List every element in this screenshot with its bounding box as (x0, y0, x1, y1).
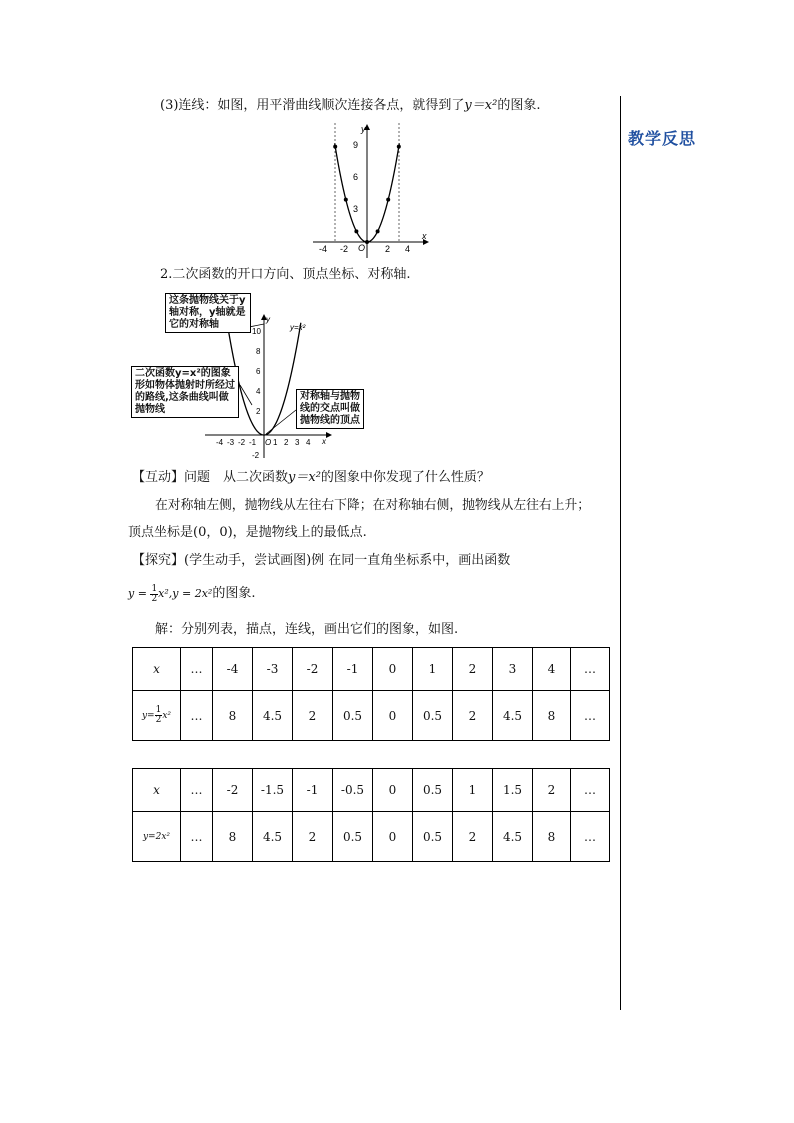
x-tick-1: 1 (273, 438, 278, 447)
x-tick-neg2: -2 (238, 438, 246, 447)
frac-num: 1 (151, 583, 158, 594)
x-tick-neg4: -4 (216, 438, 224, 447)
table-row-label: y=2x² (133, 812, 181, 862)
x-label: x (322, 437, 326, 446)
step3-formula: y＝x² (464, 98, 498, 113)
explore-text (132, 551, 510, 571)
explore-tag: 【探究】 (132, 553, 185, 568)
interaction-tag: 【互动】 (132, 470, 185, 485)
table-half-x-squared (132, 647, 610, 741)
y-tick-3: 3 (353, 204, 359, 214)
x-label: x (422, 231, 427, 241)
pointer-vertex (266, 410, 296, 434)
table-cell: -1 (333, 648, 373, 691)
table-cell: 3 (493, 648, 533, 691)
table-cell: 1.5 (493, 769, 533, 812)
x-tick-3: 3 (295, 438, 300, 447)
question-end: 的图象中你发现了什么性质？ (320, 470, 490, 485)
y-tick-9: 9 (353, 140, 359, 150)
table-cell: 2 (453, 812, 493, 862)
table-cell: 0 (373, 769, 413, 812)
table-cell: 4.5 (253, 812, 293, 862)
table-cell: -0.5 (333, 769, 373, 812)
solution-text: 解：分别列表，描点，连线，画出它们的图象，如图. (155, 622, 459, 637)
step3-prefix: (3)连线：如图，用平滑曲线顺次连接各点，就得到了 (160, 98, 465, 113)
y-label: y (361, 124, 366, 134)
plotted-point (333, 145, 337, 149)
table-cell: 0 (373, 812, 413, 862)
table-cell: -2 (293, 648, 333, 691)
interaction-question (132, 468, 490, 488)
table-cell: 0 (373, 691, 413, 741)
answer-line-1: 在对称轴左侧，抛物线从左往右下降；在对称轴右侧，抛物线从左往右上升； (155, 498, 591, 513)
table-cell: … (181, 812, 213, 862)
table-cell: 0.5 (413, 769, 453, 812)
table-cell: … (571, 691, 610, 741)
question-formula: y＝x² (288, 470, 321, 485)
frac-den: 2 (151, 593, 158, 604)
y-tick-2: 2 (256, 407, 261, 416)
explore-suffix: 的图象. (212, 586, 256, 601)
formula-rest: x²,y = 2x² (158, 587, 213, 600)
x-tick-4: 4 (405, 244, 411, 254)
side-title: 教学反思 (628, 129, 697, 148)
table-cell: 8 (533, 691, 571, 741)
plotted-point (386, 198, 390, 202)
table-cell: … (571, 769, 610, 812)
table-row (133, 648, 610, 691)
table-cell: 2 (453, 648, 493, 691)
table-cell: 1 (413, 648, 453, 691)
table-cell: 4.5 (253, 691, 293, 741)
y-tick-6: 6 (256, 367, 261, 376)
parabola-graph-1 (305, 120, 435, 260)
curve-label: y=x² (290, 323, 306, 332)
table-cell: 8 (533, 812, 571, 862)
y-tick-6: 6 (353, 172, 359, 182)
table-cell: x (133, 648, 181, 691)
table-cell: 0.5 (413, 691, 453, 741)
table-cell: … (571, 812, 610, 862)
table-cell: 0.5 (413, 812, 453, 862)
table-cell: 2 (533, 769, 571, 812)
table-cell: 4.5 (493, 812, 533, 862)
explore-formula (128, 584, 255, 604)
x-tick-neg2: -2 (340, 244, 349, 254)
table-cell: -2 (213, 769, 253, 812)
table-cell: x (133, 769, 181, 812)
x-tick-2: 2 (385, 244, 391, 254)
step3-text (160, 96, 540, 116)
section2-heading: 2.二次函数的开口方向、顶点坐标、对称轴. (160, 267, 411, 282)
table-row (133, 691, 610, 741)
step3-suffix: 的图象. (497, 98, 541, 113)
y-tick-4: 4 (256, 387, 261, 396)
y-tick-neg2: -2 (252, 451, 260, 460)
table-cell: 2 (293, 691, 333, 741)
explore-body: (学生动手，尝试画图)例 在同一直角坐标系中，画出函数 (184, 553, 511, 568)
table-cell: 0.5 (333, 691, 373, 741)
table-two-x-squared (132, 768, 610, 862)
y-tick-8: 8 (256, 347, 261, 356)
table-cell: 4 (533, 648, 571, 691)
x-tick-neg3: -3 (227, 438, 235, 447)
x-tick-neg4: -4 (319, 244, 328, 254)
table-cell: … (181, 648, 213, 691)
annotation-axis-box: 这条抛物线关于y轴对称，y轴就是它的对称轴 (165, 293, 251, 333)
x-tick-origin: O (265, 438, 272, 447)
fraction-half (150, 585, 158, 604)
table-cell: 4.5 (493, 691, 533, 741)
table-cell: … (571, 648, 610, 691)
table-cell: 8 (213, 691, 253, 741)
plotted-point (376, 229, 380, 233)
formula-y: y = (128, 587, 147, 600)
table-cell: 2 (293, 812, 333, 862)
table-row-label: y= $\frac{1}{2}$ x² (133, 691, 181, 741)
table-cell: 2 (453, 691, 493, 741)
annotation-vertex-box: 对称轴与抛物线的交点叫做抛物线的顶点 (296, 389, 364, 429)
plotted-point (365, 240, 369, 244)
table-cell: -4 (213, 648, 253, 691)
plotted-point (354, 229, 358, 233)
answer-line-2: 顶点坐标是(0，0)，是抛物线上的最低点. (128, 525, 367, 540)
question-text: 问题 从二次函数 (184, 470, 289, 485)
table-cell: 1 (453, 769, 493, 812)
annotation-parabola-box: 二次函数y=x²的图象形如物体抛射时所经过的路线,这条曲线叫做抛物线 (131, 366, 239, 418)
table-cell: … (181, 769, 213, 812)
plotted-point (397, 145, 401, 149)
origin-label: O (358, 243, 366, 253)
table-cell: … (181, 691, 213, 741)
table-cell: 0.5 (333, 812, 373, 862)
table-cell: 8 (213, 812, 253, 862)
x-axis-arrow (326, 432, 332, 438)
margin-divider (620, 96, 621, 1010)
table-row (133, 812, 610, 862)
table-cell: 0 (373, 648, 413, 691)
table-cell: -1.5 (253, 769, 293, 812)
table-cell: -1 (293, 769, 333, 812)
table-row (133, 769, 610, 812)
y-label: y (266, 315, 270, 324)
x-tick-neg1: -1 (249, 438, 257, 447)
plotted-point (344, 198, 348, 202)
x-tick-4: 4 (306, 438, 311, 447)
table-cell: -3 (253, 648, 293, 691)
y-tick-10: 10 (252, 327, 261, 336)
x-tick-2: 2 (284, 438, 289, 447)
